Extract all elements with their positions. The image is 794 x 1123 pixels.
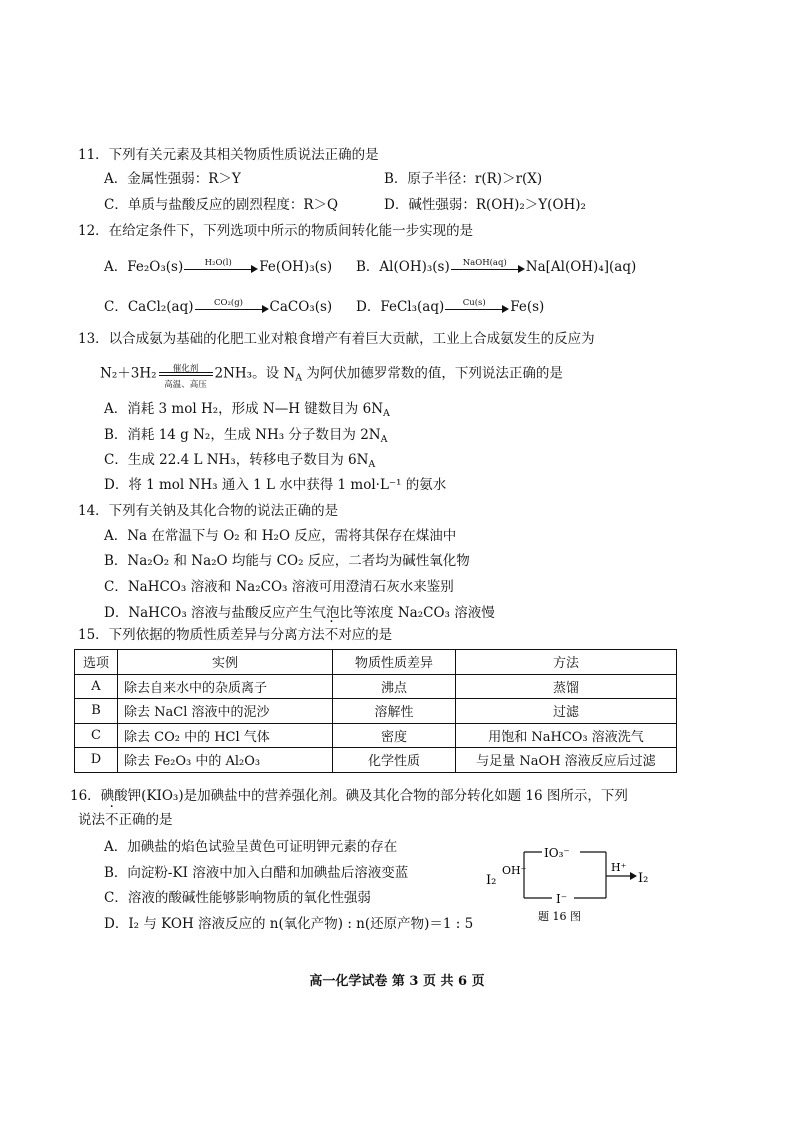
- q13-equation: N₂＋3H₂ 催化剂 高温、高压 2NH₃。设 $N_A$ 为阿伏加德罗常数的值，下列说法正确的是: [100, 364, 563, 390]
- q12-option-d: D．FeCl₃(aq) Cu(s) Fe(s): [356, 297, 545, 315]
- q16-option-a: A．加碘盐的焰色试验呈黄色可证明钾元素的存在: [104, 839, 398, 855]
- figure-caption: 题 16 图: [538, 910, 581, 923]
- reaction-arrow: NaOH(aq): [451, 260, 525, 276]
- q11-option-c: C．单质与盐酸反应的剧烈程度：R＞Q: [104, 197, 339, 213]
- table-cell: 用饱和 NaHCO₃ 溶液洗气: [456, 723, 677, 748]
- table-cell: 化学性质: [333, 748, 456, 773]
- table-header-cell: 实例: [118, 650, 333, 675]
- emphasis-dot-text: 不: [324, 627, 339, 643]
- table-row: [75, 748, 677, 773]
- q11-option-d: D．碱性强弱：R(OH)₂＞Y(OH)₂: [384, 197, 586, 213]
- q15-table: [74, 649, 677, 773]
- q16-stem-line2: 说法不正确的是: [78, 812, 173, 828]
- table-cell: 蒸馏: [456, 674, 677, 699]
- figure-label-h: H⁺: [611, 861, 627, 874]
- q16-figure: [480, 840, 660, 925]
- table-cell: 过滤: [456, 699, 677, 724]
- table-cell: 除去自来水中的杂质离子: [118, 674, 333, 699]
- table-cell: 密度: [333, 723, 456, 748]
- q16-option-c: C．溶液的酸碱性能够影响物质的氧化性强弱: [104, 890, 371, 906]
- reaction-arrow: Cu(s): [445, 300, 509, 316]
- figure-label-oh: OH⁻: [502, 864, 527, 877]
- figure-label-i: I⁻: [556, 892, 568, 906]
- q14-stem: 14．下列有关钠及其化合物的说法正确的是: [78, 503, 339, 519]
- q13-option-d: D．将 1 mol NH₃ 通入 1 L 水中获得 1 mol·L⁻¹ 的氨水: [104, 477, 447, 493]
- reaction-arrow: CO₂(g): [195, 300, 269, 316]
- reaction-arrow: H₂O(l): [184, 260, 258, 276]
- q11-option-b: B．原子半径：r(R)＞r(X): [384, 171, 543, 187]
- table-cell: D: [75, 748, 118, 773]
- q13-stem: 13．以合成氨为基础的化肥工业对粮食增产有着巨大贡献，工业上合成氨发生的反应为: [78, 331, 595, 347]
- q12-stem: 12．在给定条件下，下列选项中所示的物质间转化能一步实现的是: [78, 223, 474, 239]
- table-cell: C: [75, 723, 118, 748]
- arrow-head: [630, 872, 637, 880]
- q14-option-b: B．Na₂O₂ 和 Na₂O 均能与 CO₂ 反应，二者均为碱性氧化物: [104, 553, 470, 569]
- q16-option-b: B．向淀粉-KI 溶液中加入白醋和加碘盐后溶液变蓝: [104, 865, 409, 881]
- table-row: [75, 699, 677, 724]
- q16-option-d: D．I₂ 与 KOH 溶液反应的 n(氧化产物) : n(还原产物)＝1 : 5: [104, 916, 474, 932]
- table-header-cell: 方法: [456, 650, 677, 675]
- q13-option-a: A．消耗 3 mol H₂，形成 N—H 键数目为 $6N_A$: [104, 401, 390, 419]
- table-header-row: [75, 650, 677, 675]
- q14-option-d: D．NaHCO₃ 溶液与盐酸反应产生气泡比等浓度 Na₂CO₃ 溶液慢: [104, 605, 495, 621]
- table-cell: A: [75, 674, 118, 699]
- q11-stem: 11．下列有关元素及其相关物质性质说法正确的是: [78, 147, 379, 163]
- q13-option-c: C．生成 22.4 L NH₃，转移电子数目为 $6N_A$: [104, 452, 376, 470]
- table-cell: B: [75, 699, 118, 724]
- table-cell: 与足量 NaOH 溶液反应后过滤: [456, 748, 677, 773]
- table-row: [75, 674, 677, 699]
- table-cell: 除去 CO₂ 中的 HCl 气体: [118, 723, 333, 748]
- q12-option-b: B．Al(OH)₃(s) NaOH(aq) Na[Al(OH)₄](aq): [356, 257, 637, 275]
- table-cell: 除去 NaCl 溶液中的泥沙: [118, 699, 333, 724]
- q16-stem: 16．碘酸钾(KIO₃)是加碘盐中的营养强化剂。碘及其化合物的部分转化如题 16 图所示，下列: [70, 788, 628, 804]
- reversible-arrow: 催化剂 高温、高压: [159, 362, 213, 386]
- q14-option-a: A．Na 在常温下与 O₂ 和 H₂O 反应，需将其保存在煤油中: [104, 528, 457, 544]
- table-cell: 溶解性: [333, 699, 456, 724]
- q11-option-a: A．金属性强弱：R＞Y: [104, 171, 241, 187]
- page-footer: 高一化学试卷 第 3 页 共 6 页: [309, 974, 485, 989]
- q12-option-c: C．CaCl₂(aq) CO₂(g) CaCO₃(s): [104, 297, 333, 315]
- figure-label-i2-right: I₂: [638, 871, 649, 886]
- q12-option-a: A．Fe₂O₃(s) H₂O(l) Fe(OH)₃(s): [104, 257, 333, 275]
- table-header-cell: 物质性质差异: [333, 650, 456, 675]
- figure-label-io3: IO₃⁻: [544, 846, 570, 860]
- figure-label-i2-left: I₂: [486, 873, 497, 888]
- q13-option-b: B．消耗 14 g N₂，生成 NH₃ 分子数目为 $2N_A$: [104, 427, 388, 445]
- table-header-cell: 选项: [75, 650, 118, 675]
- table-cell: 沸点: [333, 674, 456, 699]
- emphasis-dot-text: 不: [105, 812, 119, 828]
- table-row: [75, 723, 677, 748]
- table-cell: 除去 Fe₂O₃ 中的 Al₂O₃: [118, 748, 333, 773]
- q15-stem: 15．下列依据的物质性质差异与分离方法不对应的是: [78, 627, 393, 643]
- q14-option-c: C．NaHCO₃ 溶液和 Na₂CO₃ 溶液可用澄清石灰水来鉴别: [104, 579, 454, 595]
